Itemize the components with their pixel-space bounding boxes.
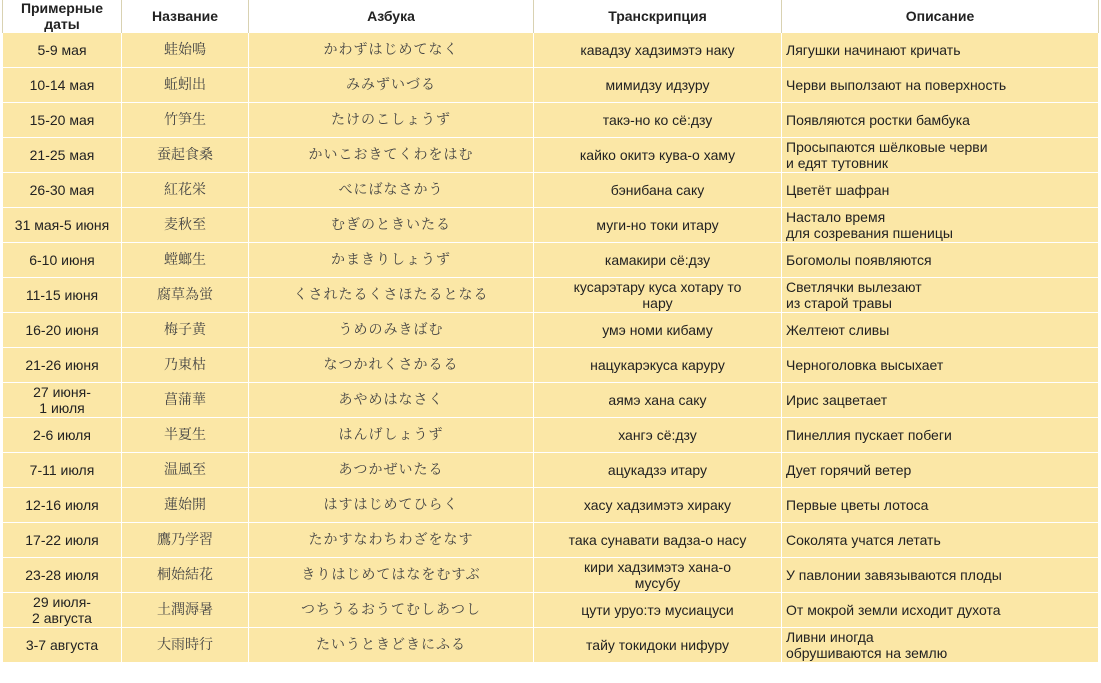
table-row	[3, 418, 1099, 453]
name-cell	[122, 418, 249, 453]
name-cell-line: 鷹乃学習	[157, 532, 213, 548]
name-cell	[122, 68, 249, 103]
table-row	[3, 33, 1099, 68]
table-header	[3, 0, 1099, 33]
date-cell	[3, 418, 122, 453]
kana-cell-line: あやめはなさく	[338, 392, 444, 408]
date-cell-line: 16-20 июня	[25, 322, 99, 338]
table-row	[3, 138, 1099, 173]
date-cell	[3, 348, 122, 383]
date-cell	[3, 33, 122, 68]
name-cell	[122, 488, 249, 523]
kana-cell	[249, 243, 534, 278]
kana-cell-line: みみずいづる	[346, 77, 436, 93]
kana-cell	[249, 348, 534, 383]
description-cell	[782, 33, 1099, 68]
transcription-cell	[534, 418, 782, 453]
transcription-cell-line: хангэ сё:дзу	[618, 427, 697, 443]
name-cell	[122, 278, 249, 313]
date-cell-line: 15-20 мая	[29, 112, 95, 128]
name-cell-line: 蛙始鳴	[164, 42, 206, 58]
name-cell-line: 乃東枯	[164, 357, 206, 373]
date-cell	[3, 173, 122, 208]
name-cell	[122, 558, 249, 593]
transcription-cell-line: нацукарэкуса каруру	[590, 357, 725, 373]
name-cell	[122, 33, 249, 68]
table-row	[3, 383, 1099, 418]
kana-cell-line: たけのこしょうず	[331, 112, 451, 128]
kana-cell	[249, 33, 534, 68]
description-cell	[782, 173, 1099, 208]
transcription-cell	[534, 33, 782, 68]
transcription-cell-line: мимидзу идзуру	[605, 77, 710, 93]
transcription-cell-line: кавадзу хадзимэтэ наку	[580, 42, 735, 58]
name-cell-line: 大雨時行	[157, 637, 213, 653]
transcription-cell-line: тайу токидоки нифуру	[586, 637, 729, 653]
transcription-cell	[534, 593, 782, 628]
transcription-cell	[534, 558, 782, 593]
description-cell	[782, 348, 1099, 383]
description-cell-line: От мокрой земли исходит духота	[786, 602, 1001, 618]
date-cell-line: 2 августа	[32, 610, 92, 626]
transcription-cell	[534, 278, 782, 313]
kana-cell	[249, 593, 534, 628]
kana-cell-line: むぎのときいたる	[331, 217, 451, 233]
table-row	[3, 628, 1099, 663]
name-cell	[122, 593, 249, 628]
description-cell	[782, 418, 1099, 453]
kana-cell-line: うめのみきばむ	[338, 322, 444, 338]
name-cell-line: 蚕起食桑	[157, 147, 213, 163]
kana-cell-line: はすはじめてひらく	[323, 497, 459, 513]
date-cell	[3, 208, 122, 243]
table-row	[3, 558, 1099, 593]
header-transcription: Транскрипция	[534, 0, 782, 33]
date-cell-line: 23-28 июля	[25, 567, 99, 583]
table-row	[3, 523, 1099, 558]
transcription-cell	[534, 453, 782, 488]
transcription-cell-line: аямэ хана саку	[608, 392, 707, 408]
date-cell	[3, 558, 122, 593]
kana-cell	[249, 418, 534, 453]
name-cell-line: 蚯蚓出	[164, 77, 206, 93]
date-cell	[3, 313, 122, 348]
description-cell-line: Соколята учатся летать	[786, 532, 941, 548]
name-cell-line: 紅花栄	[164, 182, 206, 198]
kana-cell	[249, 208, 534, 243]
date-cell-line: 7-11 июля	[29, 462, 95, 478]
description-cell-line: Настало время	[786, 209, 886, 225]
transcription-cell	[534, 628, 782, 663]
transcription-cell-line: така сунавати вадза-о насу	[568, 532, 747, 548]
name-cell	[122, 173, 249, 208]
date-cell	[3, 628, 122, 663]
name-cell-line: 温風至	[164, 462, 206, 478]
description-cell-line: Лягушки начинают кричать	[786, 42, 961, 58]
description-cell-line: Пинеллия пускает побеги	[786, 427, 952, 443]
table-row	[3, 593, 1099, 628]
kana-cell-line: はんげしょうず	[338, 427, 444, 443]
date-cell-line: 17-22 июля	[25, 532, 99, 548]
kana-cell	[249, 173, 534, 208]
kana-cell-line: きりはじめてはなをむすぶ	[301, 567, 481, 583]
header-description: Описание	[782, 0, 1099, 33]
calendar-table	[2, 0, 1099, 663]
date-cell	[3, 243, 122, 278]
description-cell-line: Появляются ростки бамбука	[786, 112, 970, 128]
kana-cell	[249, 488, 534, 523]
transcription-cell-line: ацукадзэ итару	[607, 462, 708, 478]
date-cell	[3, 138, 122, 173]
transcription-cell-line: камакири сё:дзу	[604, 252, 711, 268]
name-cell-line: 桐始結花	[157, 567, 213, 583]
transcription-cell-line: кайко окитэ кува-о хаму	[579, 147, 736, 163]
table-row	[3, 453, 1099, 488]
kana-cell-line: かわずはじめてなく	[323, 42, 459, 58]
transcription-cell	[534, 103, 782, 138]
description-cell-line: обрушиваются на землю	[786, 645, 948, 661]
name-cell-line: 腐草為蛍	[157, 287, 213, 303]
name-cell	[122, 383, 249, 418]
description-cell	[782, 383, 1099, 418]
date-cell	[3, 488, 122, 523]
kana-cell-line: くされたるくさほたるとなる	[293, 287, 489, 303]
transcription-cell	[534, 68, 782, 103]
kana-cell	[249, 278, 534, 313]
date-cell-line: 6-10 июня	[29, 252, 95, 268]
description-cell	[782, 103, 1099, 138]
date-cell-line: 12-16 июля	[25, 497, 99, 513]
date-cell-line: 21-26 июня	[25, 357, 99, 373]
kana-cell	[249, 383, 534, 418]
description-cell	[782, 523, 1099, 558]
description-cell	[782, 278, 1099, 313]
kana-cell-line: べにばなさかう	[338, 182, 444, 198]
name-cell	[122, 103, 249, 138]
name-cell	[122, 628, 249, 663]
date-cell-line: 29 июля-	[33, 594, 91, 610]
kana-cell	[249, 138, 534, 173]
description-cell	[782, 313, 1099, 348]
date-cell	[3, 523, 122, 558]
kana-cell	[249, 313, 534, 348]
transcription-cell	[534, 383, 782, 418]
name-cell	[122, 208, 249, 243]
kana-cell	[249, 558, 534, 593]
date-cell	[3, 103, 122, 138]
table-row	[3, 173, 1099, 208]
table-row	[3, 348, 1099, 383]
description-cell	[782, 628, 1099, 663]
header-row	[3, 0, 1099, 33]
table-row	[3, 208, 1099, 243]
description-cell-line: Желтеют сливы	[786, 322, 890, 338]
description-cell	[782, 593, 1099, 628]
transcription-cell-line: муги-но токи итару	[596, 217, 719, 233]
name-cell	[122, 243, 249, 278]
transcription-cell-line: цути уруо:тэ мусиацуси	[581, 602, 734, 618]
name-cell-line: 菖蒲華	[164, 392, 206, 408]
date-cell	[3, 278, 122, 313]
description-cell	[782, 138, 1099, 173]
name-cell-line: 麦秋至	[164, 217, 206, 233]
name-cell-line: 螳螂生	[164, 252, 206, 268]
date-cell	[3, 593, 122, 628]
transcription-cell	[534, 523, 782, 558]
kana-cell	[249, 453, 534, 488]
transcription-cell-line: кусарэтару куса хотару то	[573, 279, 742, 295]
date-cell	[3, 453, 122, 488]
name-cell	[122, 348, 249, 383]
transcription-cell-line: кири хадзимэтэ хана-о	[584, 559, 731, 575]
description-cell-line: Цветёт шафран	[786, 182, 890, 198]
description-cell-line: Ливни иногда	[786, 629, 874, 645]
transcription-cell	[534, 138, 782, 173]
kana-cell-line: つちうるおうてむしあつし	[301, 602, 481, 618]
date-cell-line: 2-6 июля	[33, 427, 91, 443]
name-cell-line: 土潤溽暑	[157, 602, 213, 618]
date-cell-line: 31 мая-5 июня	[14, 217, 110, 233]
name-cell	[122, 313, 249, 348]
header-date: Примерные даты	[3, 0, 122, 33]
table-row	[3, 68, 1099, 103]
date-cell-line: 27 июня-	[33, 384, 91, 400]
date-cell-line: 5-9 мая	[37, 42, 87, 58]
header-name: Название	[122, 0, 249, 33]
description-cell	[782, 453, 1099, 488]
kana-cell-line: たかすなわちわざをなす	[308, 532, 474, 548]
date-cell	[3, 383, 122, 418]
kana-cell	[249, 628, 534, 663]
kana-cell-line: かまきりしょうず	[331, 252, 451, 268]
name-cell	[122, 523, 249, 558]
table-row	[3, 278, 1099, 313]
kana-cell	[249, 523, 534, 558]
table-row	[3, 243, 1099, 278]
description-cell-line: У павлонии завязываются плоды	[786, 567, 1002, 583]
kana-cell-line: かいこおきてくわをはむ	[308, 147, 474, 163]
description-cell-line: Черви выползают на поверхность	[786, 77, 1007, 93]
transcription-cell	[534, 313, 782, 348]
description-cell-line: Просыпаются шёлковые черви	[786, 139, 988, 155]
description-cell-line: Светлячки вылезают	[786, 279, 922, 295]
kana-cell	[249, 103, 534, 138]
date-cell-line: 11-15 июня	[25, 287, 99, 303]
table-row	[3, 313, 1099, 348]
kana-cell-line: あつかぜいたる	[338, 462, 444, 478]
date-cell-line: 21-25 мая	[29, 147, 95, 163]
header-kana: Азбука	[249, 0, 534, 33]
description-cell-line: Первые цветы лотоса	[786, 497, 929, 513]
name-cell-line: 半夏生	[164, 427, 206, 443]
kana-cell-line: たいうときどきにふる	[316, 637, 466, 653]
kana-cell-line: なつかれくさかるる	[323, 357, 459, 373]
description-cell	[782, 243, 1099, 278]
description-cell-line: Дует горячий ветер	[786, 462, 912, 478]
description-cell	[782, 68, 1099, 103]
description-cell	[782, 208, 1099, 243]
date-cell-line: 10-14 мая	[29, 77, 95, 93]
description-cell-line: для созревания пшеницы	[786, 225, 953, 241]
transcription-cell	[534, 243, 782, 278]
transcription-cell-line: мусубу	[634, 575, 681, 591]
date-cell-line: 26-30 мая	[29, 182, 95, 198]
description-cell-line: Богомолы появляются	[786, 252, 932, 268]
transcription-cell-line: умэ номи кибаму	[602, 322, 713, 338]
date-cell-line: 1 июля	[39, 400, 85, 416]
transcription-cell	[534, 488, 782, 523]
transcription-cell-line: такэ-но ко сё:дзу	[602, 112, 713, 128]
name-cell-line: 竹笋生	[164, 112, 206, 128]
description-cell	[782, 558, 1099, 593]
name-cell-line: 梅子黄	[164, 322, 206, 338]
description-cell-line: Черноголовка высыхает	[786, 357, 944, 373]
name-cell	[122, 138, 249, 173]
transcription-cell-line: бэнибана саку	[610, 182, 705, 198]
transcription-cell-line: хасу хадзимэтэ хираку	[583, 497, 732, 513]
name-cell	[122, 453, 249, 488]
table-body	[3, 33, 1099, 663]
description-cell-line: и едят тутовник	[786, 155, 888, 171]
description-cell	[782, 488, 1099, 523]
transcription-cell	[534, 348, 782, 383]
transcription-cell	[534, 208, 782, 243]
date-cell	[3, 68, 122, 103]
description-cell-line: Ирис зацветает	[786, 392, 888, 408]
table-row	[3, 103, 1099, 138]
transcription-cell	[534, 173, 782, 208]
transcription-cell-line: нару	[642, 295, 673, 311]
table-row	[3, 488, 1099, 523]
kana-cell	[249, 68, 534, 103]
date-cell-line: 3-7 августа	[25, 637, 99, 653]
name-cell-line: 蓮始開	[164, 497, 206, 513]
description-cell-line: из старой травы	[786, 295, 892, 311]
